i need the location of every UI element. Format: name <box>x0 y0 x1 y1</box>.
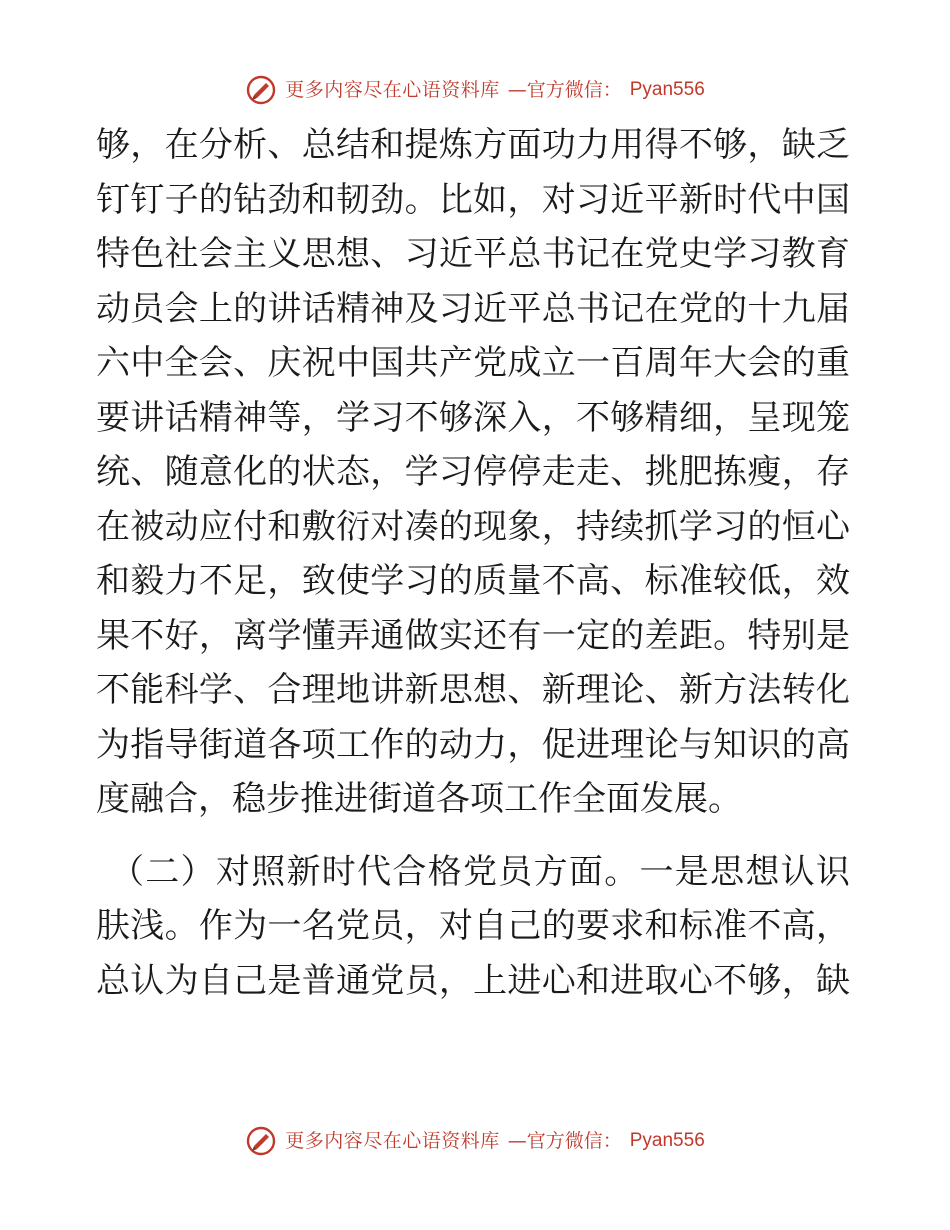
text-line: 肤浅。作为一名党员，对自己的要求和标准不高， <box>96 906 850 946</box>
text-line: 总认为自己是普通党员，上进心和进取心不够，缺 <box>96 960 850 1001</box>
text-line: 果不好，离学懂弄通做实还有一定的差距。特别是 <box>96 615 850 656</box>
text-line: 六中全会、庆祝中国共产党成立一百周年大会的重 <box>96 343 850 383</box>
text-line: （二）对照新时代合格党员方面。一是思想认识 <box>110 851 850 892</box>
text-line: 要讲话精神等，学习不够深入，不够精细，呈现笼 <box>96 397 850 438</box>
watermark-separator: —官方微信： <box>507 79 622 101</box>
watermark-handle: Pyan556 <box>629 79 705 100</box>
scroll-pen-logo-icon <box>245 74 277 106</box>
text-line: 不能科学、合理地讲新思想、新理论、新方法转化 <box>96 670 850 710</box>
text-line: 钉钉子的钻劲和韧劲。比如，对习近平新时代中国 <box>96 179 850 220</box>
text-line: 和毅力不足，致使学习的质量不高、标准较低，效 <box>96 561 850 601</box>
scroll-pen-logo-icon <box>245 1125 277 1157</box>
paragraph-1 <box>96 118 850 827</box>
watermark-footer <box>0 1125 950 1157</box>
text-line: 统、随意化的状态，学习停停走走、挑肥拣瘦，存 <box>96 452 850 492</box>
paragraph-2 <box>96 845 850 1009</box>
text-line: 够，在分析、总结和提炼方面功力用得不够，缺乏 <box>96 125 850 165</box>
watermark-separator: —官方微信： <box>507 1130 622 1152</box>
text-line: 为指导街道各项工作的动力，促进理论与知识的高 <box>96 724 850 765</box>
watermark-handle: Pyan556 <box>629 1130 705 1151</box>
text-line: 动员会上的讲话精神及习近平总书记在党的十九届 <box>96 288 850 329</box>
text-line: 特色社会主义思想、习近平总书记在党史学习教育 <box>96 234 850 274</box>
paragraph-gap <box>96 827 850 845</box>
watermark-header <box>0 74 950 106</box>
text-line: 度融合，稳步推进街道各项工作全面发展。 <box>96 779 742 819</box>
text-line: 在被动应付和敷衍对凑的现象，持续抓学习的恒心 <box>96 506 850 547</box>
watermark-text: 更多内容尽在心语资料库 <box>285 79 500 101</box>
document-body <box>96 118 850 1008</box>
watermark-text: 更多内容尽在心语资料库 <box>285 1130 500 1152</box>
